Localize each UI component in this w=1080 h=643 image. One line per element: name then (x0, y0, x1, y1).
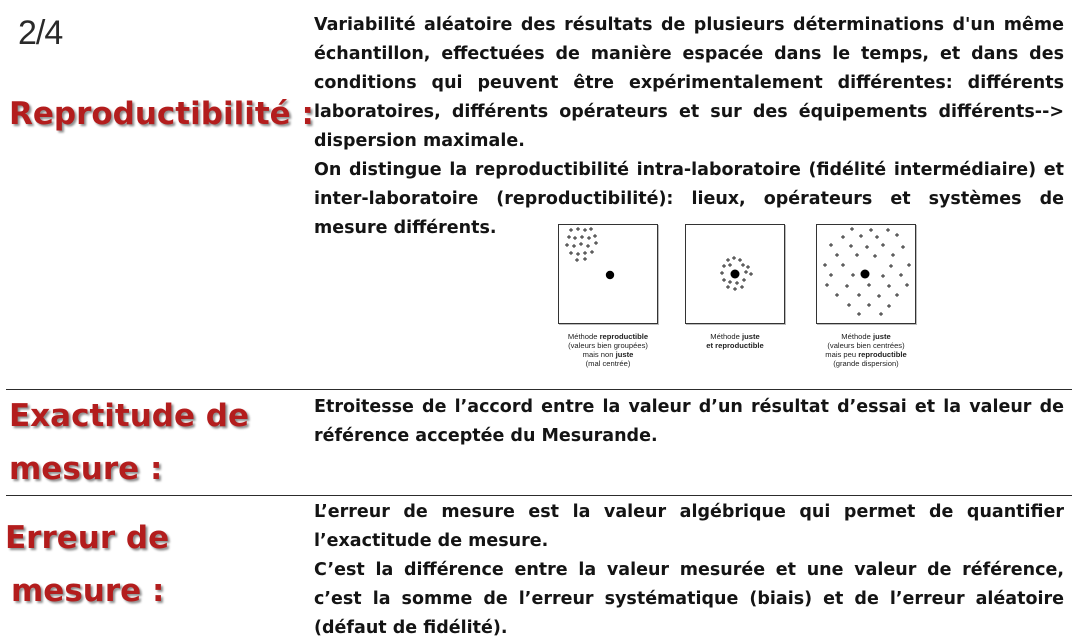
section-divider (6, 495, 1072, 496)
caption-text: (valeurs bien centrées) (827, 341, 905, 350)
scatter-plot (817, 225, 917, 325)
caption-bold: juste (872, 332, 891, 341)
caption-bold: reproductible (858, 350, 907, 359)
caption-text: mais non (582, 350, 616, 359)
definition-reproductibilite (314, 11, 1064, 243)
caption-text: (mal centrée) (585, 359, 631, 368)
caption-text: (grande dispersion) (833, 359, 899, 368)
target-center-dot (731, 270, 740, 279)
caption-juste (806, 332, 926, 368)
caption-text: Méthode (710, 332, 742, 341)
definition-paragraph: C’est la différence entre la valeur mesurée et une valeur de référence, c’est la somme de l’erreur systématique (biais) et de l’erreur aléatoire (défaut de fidélité). (314, 560, 1064, 638)
scatter-plot (686, 225, 786, 325)
target-panel-juste (816, 224, 916, 324)
page-number: 2/4 (18, 14, 63, 52)
target-center-dot (861, 270, 870, 279)
caption-bold: et reproductible (706, 341, 764, 350)
term-reproductibilite: Reproductibilité : (9, 96, 314, 132)
target-panel-juste-reproductible (685, 224, 785, 324)
caption-text: Méthode (841, 332, 873, 341)
definition-paragraph: Etroitesse de l’accord entre la valeur d’un résultat d’essai et la valeur de référence acceptée du Mesurande. (314, 397, 1064, 446)
definition-paragraph: Variabilité aléatoire des résultats de plusieurs déterminations d'un même échantillon, effectuées de manière espacée dans le temps, et dans des conditions qui peuvent être expérimentalement différentes: différents laboratoires, différents opérateurs et sur des équipements différents--> dispersion maximale. (314, 15, 1064, 151)
scatter-points (565, 227, 598, 262)
term-erreur-line2: mesure : (11, 573, 165, 609)
definition-paragraph: L’erreur de mesure est la valeur algébrique qui permet de quantifier l’exactitude de mesure. (314, 502, 1064, 551)
term-erreur-line1: Erreur de (5, 520, 170, 556)
target-center-dot (606, 271, 614, 279)
definition-exactitude (314, 393, 1064, 451)
caption-text: Méthode (567, 332, 600, 341)
caption-reproducible (548, 332, 668, 368)
term-exactitude-line2: mesure : (9, 451, 163, 487)
caption-text: mais peu (825, 350, 859, 359)
caption-bold: juste (615, 350, 634, 359)
target-panel-reproducible (558, 224, 658, 324)
term-exactitude-line1: Exactitude de (9, 398, 250, 434)
caption-bold: juste (741, 332, 760, 341)
caption-text: (valeurs bien groupées) (568, 341, 648, 350)
definition-erreur (314, 498, 1064, 643)
scatter-plot (559, 225, 659, 325)
caption-bold: reproductible (599, 332, 649, 341)
caption-juste-reproductible (675, 332, 795, 350)
definition-paragraph: On distingue la reproductibilité intra-laboratoire (fidélité intermédiaire) et inter-laboratoire (reproductibilité): lieux, opérateurs et systèmes de mesure différents. (314, 160, 1064, 238)
